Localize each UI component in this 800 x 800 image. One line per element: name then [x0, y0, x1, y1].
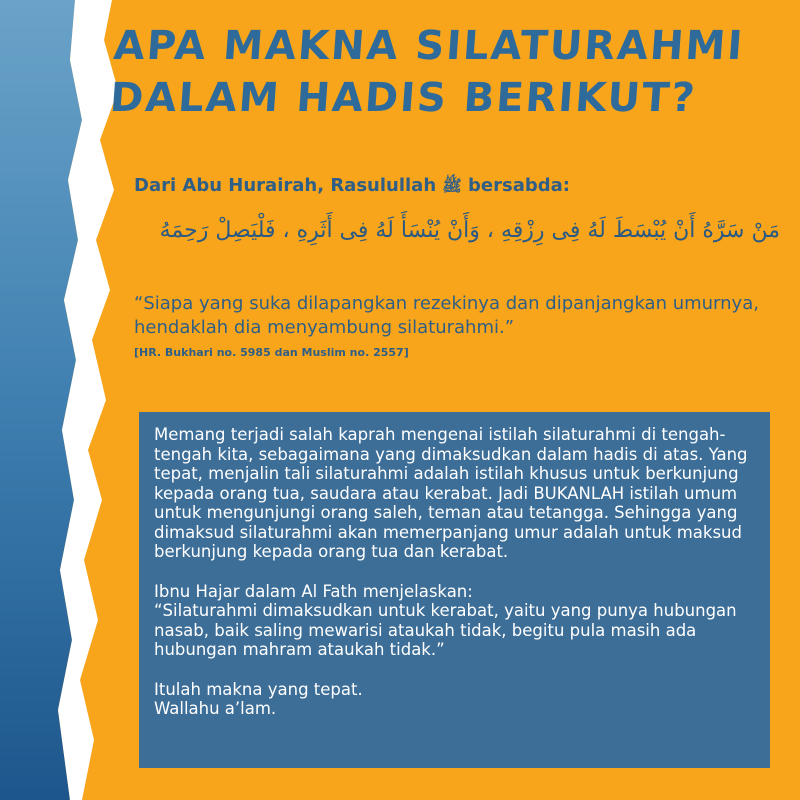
arabic-hadith: مَنْ سَرَّهُ أَنْ يُبْسَطَ لَهُ فِى رِزْقِهِ ، وَأَنْ يُنْسَأَ لَهُ فِى أَثَرِهِ ، فَلْيَصِلْ رَحِمَهُ — [159, 218, 780, 243]
hadith-translation: “Siapa yang suka dilapangkan rezekinya dan dipanjangkan umurnya, hendaklah dia menyambung silaturahmi.” — [134, 293, 759, 338]
title-line-1: APA MAKNA SILATURAHMI — [112, 23, 746, 69]
hadith-reference: [HR. Bukhari no. 5985 dan Muslim no. 2557] — [134, 346, 409, 359]
hadith-intro — [134, 175, 570, 199]
intro-after-text: bersabda: — [468, 175, 570, 196]
intro-text: Dari Abu Hurairah, Rasulullah — [134, 175, 437, 196]
explanation-paragraph-1: Memang terjadi salah kaprah mengenai istilah silaturahmi di tengah-tengah kita, sebagaimana yang dimaksudkan dalam hadis di atas. Yang tepat, menjalin tali silaturahmi adalah istilah khusus untuk berkunjung kepada orang tua, saudara atau kerabat. Jadi BUKANLAH istilah umum untuk mengunjungi orang saleh, teman atau tetangga. Sehingga yang dimaksud silaturahmi akan memerpanjang umur adalah untuk maksud berkunjung kepada orang tua dan kerabat. — [154, 425, 748, 561]
closing-line-1: Itulah makna yang tepat. — [154, 679, 363, 699]
title-line-2: DALAM HADIS BERIKUT? — [108, 75, 699, 121]
salawat-icon: ﷺ — [442, 176, 462, 195]
explanation-quote: “Silaturahmi dimaksudkan untuk kerabat, yaitu yang punya hubungan nasab, baik saling mewarisi ataukah tidak, begitu pula masih ada hubungan mahram ataukah tidak.” — [154, 601, 737, 659]
closing-line-2: Wallahu a’lam. — [154, 699, 277, 718]
page-title — [108, 20, 775, 124]
explanation-quote-intro: Ibnu Hajar dalam Al Fath menjelaskan: — [154, 581, 473, 601]
explanation-text — [154, 425, 764, 739]
